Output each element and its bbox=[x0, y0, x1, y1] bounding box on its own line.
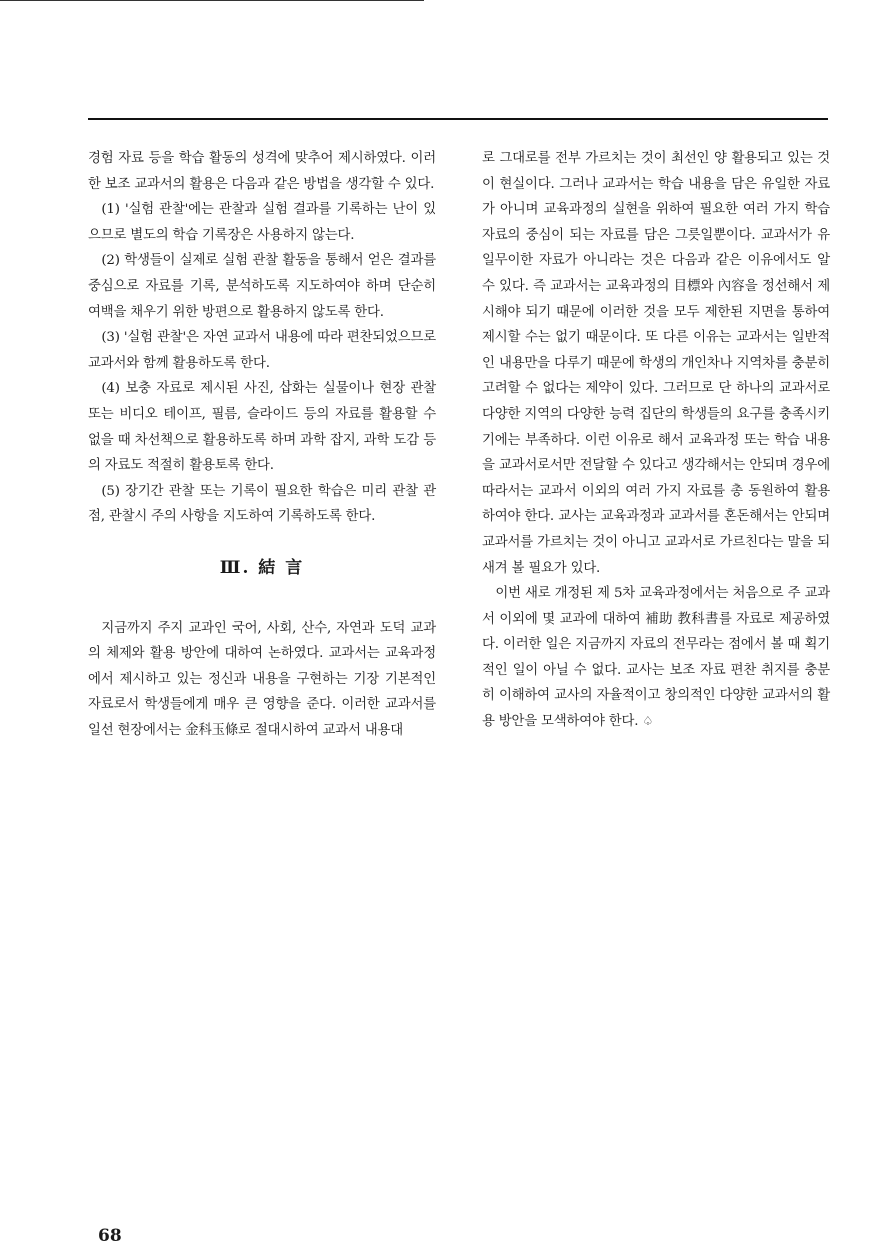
right-paragraph-1: 로 그대로를 전부 가르치는 것이 최선인 양 활용되고 있는 것이 현실이다. 그러나 교과서는 학습 내용을 담은 유일한 자료가 아니며 교육과정의 실현을 위하여 필요한 여러 가지 학습 자료의 중심이 되는 자료를 담은 그릇일뿐이다. 교과서가 유일무이한 자료가 아니라는 것은 다음과 같은 이유에서도 알 수 있다. 즉 교과서는 교육과정의 目標와 內容을 정선해서 제시해야 되기 때문에 이러한 것을 모두 제한된 지면을 통하여 제시할 수는 없기 때문이다. 또 다른 이유는 교과서는 일반적인 내용만을 다루기 때문에 학생의 개인차나 지역차를 충분히 고려할 수 없다는 제약이 있다. 그러므로 단 하나의 교과서로 다양한 지역의 다양한 능력 집단의 학생들의 요구를 충족시키기에는 부족하다. 이런 이유로 해서 교육과정 또는 학습 내용을 교과서로서만 전달할 수 있다고 생각해서는 안되며 경우에 따라서는 교과서 이외의 여러 가지 자료를 총 동원하여 활용하여야 한다. 교사는 교육과정과 교과서를 혼돈해서는 안되며 교과서를 가르치는 것이 아니고 교과서로 가르친다는 말을 되새겨 볼 필요가 있다. bbox=[482, 151, 830, 576]
left-paragraph-2: (1) '실험 관찰'에는 관찰과 실험 결과를 기록하는 난이 있으므로 별도의 학습 기록장은 사용하지 않는다. bbox=[88, 202, 436, 243]
right-paragraph-2-text: 이번 새로 개정된 제 5차 교육과정에서는 처음으로 주 교과서 이외에 몇 교과에 대하여 補助 教科書를 자료로 제공하였다. 이러한 일은 지금까지 자료의 전무라는 점에서 볼 때 획기적인 일이 아닐 수 없다. 교사는 보조 자료 편찬 취지를 충분히 이해하여 교사의 자율적이고 창의적인 다양한 교과서의 활용 방안을 모색하여야 한다. bbox=[482, 586, 830, 730]
left-paragraph-4: (3) '실험 관찰'은 자연 교과서 내용에 따라 편찬되었으므로 교과서와 함께 활용하도록 한다. bbox=[88, 330, 436, 371]
page-number: 68 bbox=[98, 1226, 122, 1246]
conclusion-paragraph: 지금까지 주지 교과인 국어, 사회, 산수, 자연과 도덕 교과의 체제와 활용 방안에 대하여 논하였다. 교과서는 교육과정에서 제시하고 있는 정신과 내용을 구현하는 기장 기본적인 자료로서 학생들에게 매우 큰 영향을 준다. 이러한 교과서를 일선 현장에서는 金科玉條로 절대시하여 교과서 내용대 bbox=[88, 620, 436, 738]
end-mark-icon: ♤ bbox=[642, 714, 653, 729]
left-paragraph-6: (5) 장기간 관찰 또는 기록이 필요한 학습은 미리 관찰 관점, 관찰시 주의 사항을 지도하여 기록하도록 한다. bbox=[88, 483, 436, 525]
left-paragraph-3: (2) 학생들이 실제로 실험 관찰 활동을 통해서 얻은 결과를 중심으로 자료를 기록, 분석하도록 지도하여야 하며 단순히 여백을 채우기 위한 방편으로 활용하지 않도록 한다. bbox=[88, 253, 436, 320]
right-column bbox=[482, 146, 830, 735]
left-paragraph-5: (4) 보충 자료로 제시된 사진, 삽화는 실물이나 현장 관찰 또는 비디오 테이프, 필름, 슬라이드 등의 자료를 활용할 수 없을 때 차선책으로 활용하도록 하며 과학 잡지, 과학 도감 등의 자료도 적절히 활용토록 한다. bbox=[88, 381, 436, 474]
left-paragraph-1: 경험 자료 등을 학습 활동의 성격에 맞추어 제시하였다. 이러한 보조 교과서의 활용은 다음과 같은 방법을 생각할 수 있다. bbox=[88, 151, 436, 192]
section-heading: Ⅲ. 結 言 bbox=[219, 557, 305, 578]
top-edge-line bbox=[0, 0, 424, 1]
header-rule bbox=[88, 118, 828, 120]
right-paragraph-2 bbox=[482, 581, 830, 735]
left-column bbox=[88, 146, 436, 743]
